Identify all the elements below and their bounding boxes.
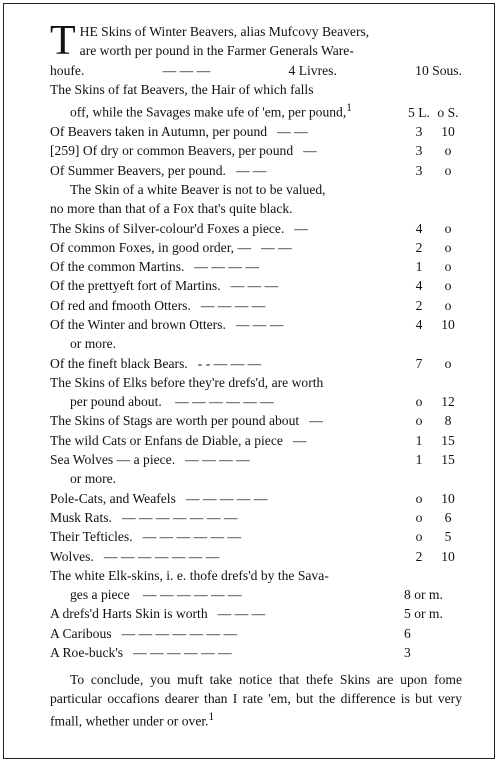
price-livres: 7 (415, 355, 423, 371)
elks-dashes: — — — — — — (175, 394, 274, 410)
white-beaver-note-line-1: The Skin of a white Beaver is not to be valued, (70, 181, 326, 197)
item-label: Wolves. (50, 548, 94, 564)
conclusion-footnote-marker: 1 (208, 711, 215, 724)
or-more-note-2: or more. (70, 471, 117, 487)
price-livres: o (415, 509, 423, 525)
price-livres: 4 (415, 278, 423, 294)
price-livres: 3 (415, 143, 423, 159)
intro-sous: 10 Sous. (415, 62, 462, 78)
intro-line-2: are worth per pound in the Farmer Generals Ware- (79, 43, 354, 59)
price-value: 3 (404, 645, 411, 661)
white-elk-dashes: — — — — — — (143, 587, 242, 603)
price-list-f (50, 604, 462, 662)
price-sous: 10 (441, 490, 455, 506)
price-row (50, 122, 462, 141)
leader-dashes: — — (261, 239, 292, 255)
price-livres: o (415, 490, 423, 506)
item-label: A Roe-buck's (50, 645, 124, 661)
white-elk-line-1: The white Elk-skins, i. e. thofe drefs'd by the Sava- (50, 567, 329, 583)
white-elk-line-2: ges a piece (70, 587, 130, 603)
page-frame (3, 3, 495, 759)
item-label: Of Summer Beavers, per pound. (50, 162, 226, 178)
leader-dashes: — — — — (200, 297, 266, 313)
price-sous: o (444, 220, 452, 236)
fat-beavers-line-2: off, while the Savages make ufe of 'em, per pound, (70, 104, 347, 120)
price-row (50, 411, 462, 430)
elks-livres: o (415, 394, 423, 410)
price-livres: 2 (415, 548, 423, 564)
price-livres: o (415, 413, 423, 429)
price-row (50, 276, 462, 295)
item-label: A drefs'd Harts Skin is worth (50, 606, 208, 622)
intro-dashes: — — — (162, 62, 211, 78)
item-label: Their Tefticles. (50, 529, 133, 545)
item-label: Of the common Martins. (50, 259, 185, 275)
price-row (50, 315, 462, 334)
conclusion-text: To conclude, you muft take notice that thefe Skins are upon fome particular occafions dearer than I rate 'em, but the difference is but very fmall, whether under or over. (50, 672, 462, 729)
price-livres: 1 (415, 452, 423, 468)
price-row (50, 624, 462, 643)
leader-dashes: — — — (217, 606, 266, 622)
price-row (50, 450, 462, 469)
leader-dashes: — — — (230, 278, 279, 294)
price-row (50, 354, 462, 373)
price-livres: 3 (415, 162, 423, 178)
white-elk-row (50, 585, 462, 604)
leader-dashes: — — — — — (185, 490, 268, 506)
or-more-note: or more. (70, 336, 117, 352)
item-label: Musk Rats. (50, 509, 112, 525)
item-label: [259] Of dry or common Beavers, per pound (50, 143, 294, 159)
item-label: Of the prettyeft fort of Martins. (50, 278, 221, 294)
price-livres: 3 (415, 124, 423, 140)
leader-dashes: - - — — — (197, 355, 262, 371)
price-sous: 10 (441, 316, 455, 332)
price-livres: 1 (415, 432, 423, 448)
price-livres: 4 (415, 316, 423, 332)
leader-dashes: — — — — — — — (121, 625, 238, 641)
price-sous: 6 (444, 509, 452, 525)
leader-dashes: — — — — — — (133, 645, 232, 661)
item-label: The Skins of Stags are worth per pound about (50, 413, 300, 429)
item-label: Of the fineft black Bears. (50, 355, 188, 371)
price-value: 5 or m. (404, 606, 443, 622)
price-livres: 2 (415, 239, 423, 255)
price-sous: o S. (437, 104, 459, 120)
intro-livres: 4 Livres. (288, 62, 337, 78)
price-livres: 4 (415, 220, 423, 236)
leader-dashes: — (309, 413, 323, 429)
item-label: Pole-Cats, and Weafels (50, 490, 176, 506)
item-label: Of Beavers taken in Autumn, per pound (50, 124, 268, 140)
intro-paragraph (50, 18, 462, 80)
leader-dashes: — — — — (185, 452, 250, 468)
elks-row (50, 392, 462, 411)
price-row (50, 141, 462, 160)
price-list-c (50, 354, 462, 373)
item-label: Of common Foxes, in good order, — (50, 239, 252, 255)
leader-dashes: — — — — (194, 259, 259, 275)
price-sous: o (444, 278, 452, 294)
footnote-marker: 1 (346, 102, 352, 115)
price-sous: 8 (444, 413, 452, 429)
conclusion-paragraph (50, 670, 462, 731)
price-row (50, 547, 462, 566)
price-list-d (50, 411, 462, 469)
price-row (50, 431, 462, 450)
document-body (50, 18, 462, 744)
price-list-a (50, 122, 462, 180)
price-row (50, 161, 462, 180)
price-row (50, 489, 462, 508)
intro-line-3-left: houfe. (50, 62, 85, 78)
price-list-b (50, 219, 462, 335)
price-sous: o (444, 143, 452, 159)
leader-dashes: — — — — — — — (103, 548, 220, 564)
item-label: The wild Cats or Enfans de Diable, a piece (50, 432, 283, 448)
fat-beavers-row (50, 99, 462, 122)
price-row (50, 219, 462, 238)
price-livres: o (415, 529, 423, 545)
price-sous: o (444, 297, 452, 313)
price-sous: o (444, 259, 452, 275)
price-list-e (50, 489, 462, 566)
price-row (50, 643, 462, 662)
white-beaver-note-line-2: no more than that of a Fox that's quite black. (50, 201, 293, 217)
leader-dashes: — — (235, 162, 267, 178)
leader-dashes: — (294, 220, 308, 236)
price-sous: o (444, 355, 452, 371)
price-row (50, 238, 462, 257)
white-elk-value: 8 or m. (404, 587, 443, 603)
price-sous: 15 (441, 452, 455, 468)
leader-dashes: — (303, 143, 317, 159)
leader-dashes: — (292, 432, 307, 448)
elks-line-2: per pound about. (70, 394, 162, 410)
intro-line-1: HE Skins of Winter Beavers, alias Mufcovy Beavers, (79, 24, 370, 39)
leader-dashes: — — — — — — — (121, 509, 238, 525)
price-value: 6 (404, 625, 411, 641)
fat-beavers-line-1: The Skins of fat Beavers, the Hair of which falls (50, 81, 314, 97)
price-row (50, 604, 462, 623)
price-sous: o (444, 162, 452, 178)
elks-line-1: The Skins of Elks before they're drefs'd, are worth (50, 374, 324, 390)
price-row (50, 257, 462, 276)
price-sous: 10 (441, 124, 455, 140)
item-label: Of the Winter and brown Otters. (50, 316, 226, 332)
price-row (50, 527, 462, 546)
price-row (50, 296, 462, 315)
item-label: The Skins of Silver-colour'd Foxes a piece. (50, 220, 285, 236)
price-livres: 2 (415, 297, 423, 313)
price-sous: 15 (441, 432, 455, 448)
item-label: A Caribous (50, 625, 112, 641)
leader-dashes: — — — (235, 316, 284, 332)
leader-dashes: — — (277, 124, 308, 140)
elks-sous: 12 (441, 394, 455, 410)
price-row (50, 508, 462, 527)
item-label: Sea Wolves — a piece. (50, 452, 176, 468)
price-sous: o (444, 239, 452, 255)
price-livres: 1 (415, 259, 423, 275)
intro-line-3 (50, 61, 462, 80)
drop-cap: T (50, 18, 76, 64)
price-sous: 10 (441, 548, 455, 564)
leader-dashes: — — — — — — (142, 529, 242, 545)
item-label: Of red and fmooth Otters. (50, 297, 191, 313)
price-sous: 5 (444, 529, 452, 545)
price-livres: 5 L. (408, 104, 430, 120)
